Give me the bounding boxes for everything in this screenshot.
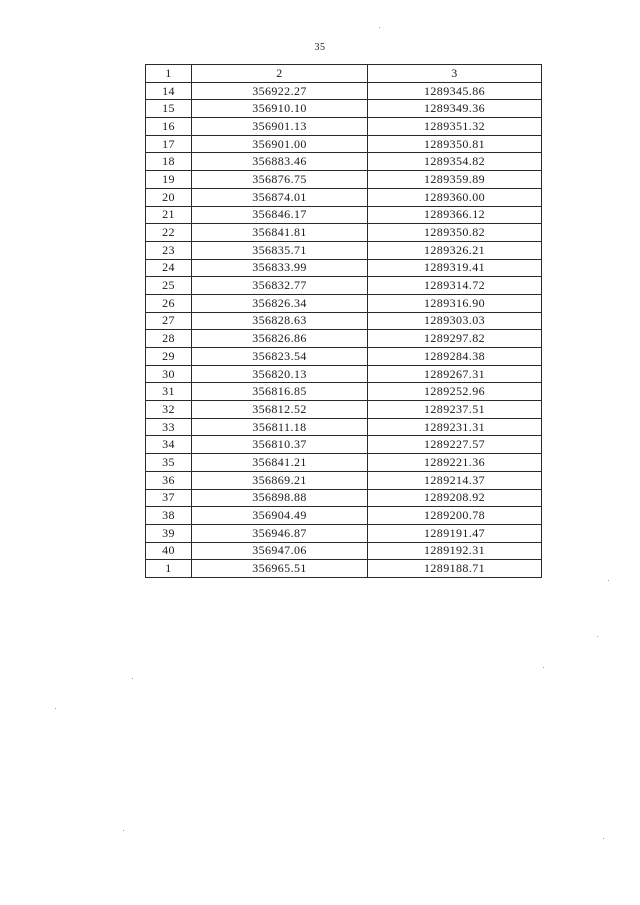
table-row <box>146 171 542 189</box>
y-coordinate-cell: 1289345.86 <box>368 82 542 100</box>
point-number-cell: 14 <box>146 82 192 100</box>
scan-speck <box>379 27 380 28</box>
y-coordinate-cell: 1289227.57 <box>368 436 542 454</box>
point-number-cell: 20 <box>146 188 192 206</box>
x-coordinate-cell: 356846.17 <box>192 206 368 224</box>
table-row <box>146 489 542 507</box>
table-header <box>146 65 542 83</box>
y-coordinate-cell: 1289188.71 <box>368 560 542 578</box>
x-coordinate-cell: 356823.54 <box>192 348 368 366</box>
point-number-cell: 36 <box>146 471 192 489</box>
table-row <box>146 365 542 383</box>
table-row <box>146 153 542 171</box>
y-coordinate-cell: 1289214.37 <box>368 471 542 489</box>
y-coordinate-cell: 1289354.82 <box>368 153 542 171</box>
table-row <box>146 118 542 136</box>
table-row <box>146 542 542 560</box>
y-coordinate-cell: 1289284.38 <box>368 348 542 366</box>
point-number-cell: 18 <box>146 153 192 171</box>
table-row <box>146 241 542 259</box>
y-coordinate-cell: 1289316.90 <box>368 294 542 312</box>
table-row <box>146 312 542 330</box>
point-number-cell: 38 <box>146 507 192 525</box>
table-row <box>146 471 542 489</box>
scan-speck <box>543 667 544 668</box>
table-row <box>146 454 542 472</box>
y-coordinate-cell: 1289350.81 <box>368 135 542 153</box>
point-number-cell: 23 <box>146 241 192 259</box>
point-number-cell: 24 <box>146 259 192 277</box>
y-coordinate-cell: 1289326.21 <box>368 241 542 259</box>
x-coordinate-cell: 356833.99 <box>192 259 368 277</box>
header-col-2: 2 <box>192 65 368 83</box>
point-number-cell: 33 <box>146 418 192 436</box>
point-number-cell: 15 <box>146 100 192 118</box>
scan-speck <box>603 838 604 839</box>
table-row <box>146 188 542 206</box>
point-number-cell: 25 <box>146 277 192 295</box>
point-number-cell: 31 <box>146 383 192 401</box>
table-row <box>146 135 542 153</box>
x-coordinate-cell: 356904.49 <box>192 507 368 525</box>
x-coordinate-cell: 356965.51 <box>192 560 368 578</box>
point-number-cell: 39 <box>146 524 192 542</box>
x-coordinate-cell: 356811.18 <box>192 418 368 436</box>
table-row <box>146 100 542 118</box>
x-coordinate-cell: 356841.21 <box>192 454 368 472</box>
x-coordinate-cell: 356901.00 <box>192 135 368 153</box>
point-number-cell: 17 <box>146 135 192 153</box>
x-coordinate-cell: 356947.06 <box>192 542 368 560</box>
point-number-cell: 1 <box>146 560 192 578</box>
y-coordinate-cell: 1289237.51 <box>368 401 542 419</box>
x-coordinate-cell: 356816.85 <box>192 383 368 401</box>
header-row <box>146 65 542 83</box>
header-col-3: 3 <box>368 65 542 83</box>
x-coordinate-cell: 356946.87 <box>192 524 368 542</box>
point-number-cell: 32 <box>146 401 192 419</box>
table-row <box>146 401 542 419</box>
point-number-cell: 28 <box>146 330 192 348</box>
point-number-cell: 26 <box>146 294 192 312</box>
x-coordinate-cell: 356810.37 <box>192 436 368 454</box>
table-row <box>146 383 542 401</box>
header-col-1: 1 <box>146 65 192 83</box>
y-coordinate-cell: 1289351.32 <box>368 118 542 136</box>
table-row <box>146 418 542 436</box>
x-coordinate-cell: 356901.13 <box>192 118 368 136</box>
table-row <box>146 524 542 542</box>
x-coordinate-cell: 356883.46 <box>192 153 368 171</box>
table-row <box>146 560 542 578</box>
point-number-cell: 21 <box>146 206 192 224</box>
point-number-cell: 27 <box>146 312 192 330</box>
table-row <box>146 259 542 277</box>
coordinates-table <box>145 64 542 578</box>
y-coordinate-cell: 1289319.41 <box>368 259 542 277</box>
table-row <box>146 330 542 348</box>
table-row <box>146 294 542 312</box>
point-number-cell: 16 <box>146 118 192 136</box>
y-coordinate-cell: 1289200.78 <box>368 507 542 525</box>
page-number: 35 <box>314 42 326 53</box>
point-number-cell: 22 <box>146 224 192 242</box>
table-row <box>146 507 542 525</box>
y-coordinate-cell: 1289221.36 <box>368 454 542 472</box>
x-coordinate-cell: 356922.27 <box>192 82 368 100</box>
table-row <box>146 82 542 100</box>
scan-speck <box>608 580 609 581</box>
table-row <box>146 206 542 224</box>
x-coordinate-cell: 356835.71 <box>192 241 368 259</box>
y-coordinate-cell: 1289350.82 <box>368 224 542 242</box>
x-coordinate-cell: 356898.88 <box>192 489 368 507</box>
x-coordinate-cell: 356832.77 <box>192 277 368 295</box>
y-coordinate-cell: 1289192.31 <box>368 542 542 560</box>
point-number-cell: 37 <box>146 489 192 507</box>
x-coordinate-cell: 356826.86 <box>192 330 368 348</box>
point-number-cell: 34 <box>146 436 192 454</box>
y-coordinate-cell: 1289366.12 <box>368 206 542 224</box>
table-row <box>146 224 542 242</box>
point-number-cell: 40 <box>146 542 192 560</box>
y-coordinate-cell: 1289359.89 <box>368 171 542 189</box>
x-coordinate-cell: 356826.34 <box>192 294 368 312</box>
table-body <box>146 82 542 577</box>
scan-speck <box>132 678 133 679</box>
point-number-cell: 19 <box>146 171 192 189</box>
y-coordinate-cell: 1289191.47 <box>368 524 542 542</box>
y-coordinate-cell: 1289267.31 <box>368 365 542 383</box>
x-coordinate-cell: 356812.52 <box>192 401 368 419</box>
scan-speck <box>597 636 598 637</box>
scan-speck <box>123 830 124 831</box>
y-coordinate-cell: 1289360.00 <box>368 188 542 206</box>
point-number-cell: 29 <box>146 348 192 366</box>
table-row <box>146 277 542 295</box>
y-coordinate-cell: 1289303.03 <box>368 312 542 330</box>
x-coordinate-cell: 356820.13 <box>192 365 368 383</box>
x-coordinate-cell: 356876.75 <box>192 171 368 189</box>
x-coordinate-cell: 356828.63 <box>192 312 368 330</box>
point-number-cell: 30 <box>146 365 192 383</box>
y-coordinate-cell: 1289297.82 <box>368 330 542 348</box>
y-coordinate-cell: 1289314.72 <box>368 277 542 295</box>
table-row <box>146 436 542 454</box>
x-coordinate-cell: 356841.81 <box>192 224 368 242</box>
scan-speck <box>55 708 56 709</box>
table-row <box>146 348 542 366</box>
y-coordinate-cell: 1289349.36 <box>368 100 542 118</box>
y-coordinate-cell: 1289208.92 <box>368 489 542 507</box>
y-coordinate-cell: 1289252.96 <box>368 383 542 401</box>
y-coordinate-cell: 1289231.31 <box>368 418 542 436</box>
x-coordinate-cell: 356874.01 <box>192 188 368 206</box>
x-coordinate-cell: 356910.10 <box>192 100 368 118</box>
x-coordinate-cell: 356869.21 <box>192 471 368 489</box>
point-number-cell: 35 <box>146 454 192 472</box>
